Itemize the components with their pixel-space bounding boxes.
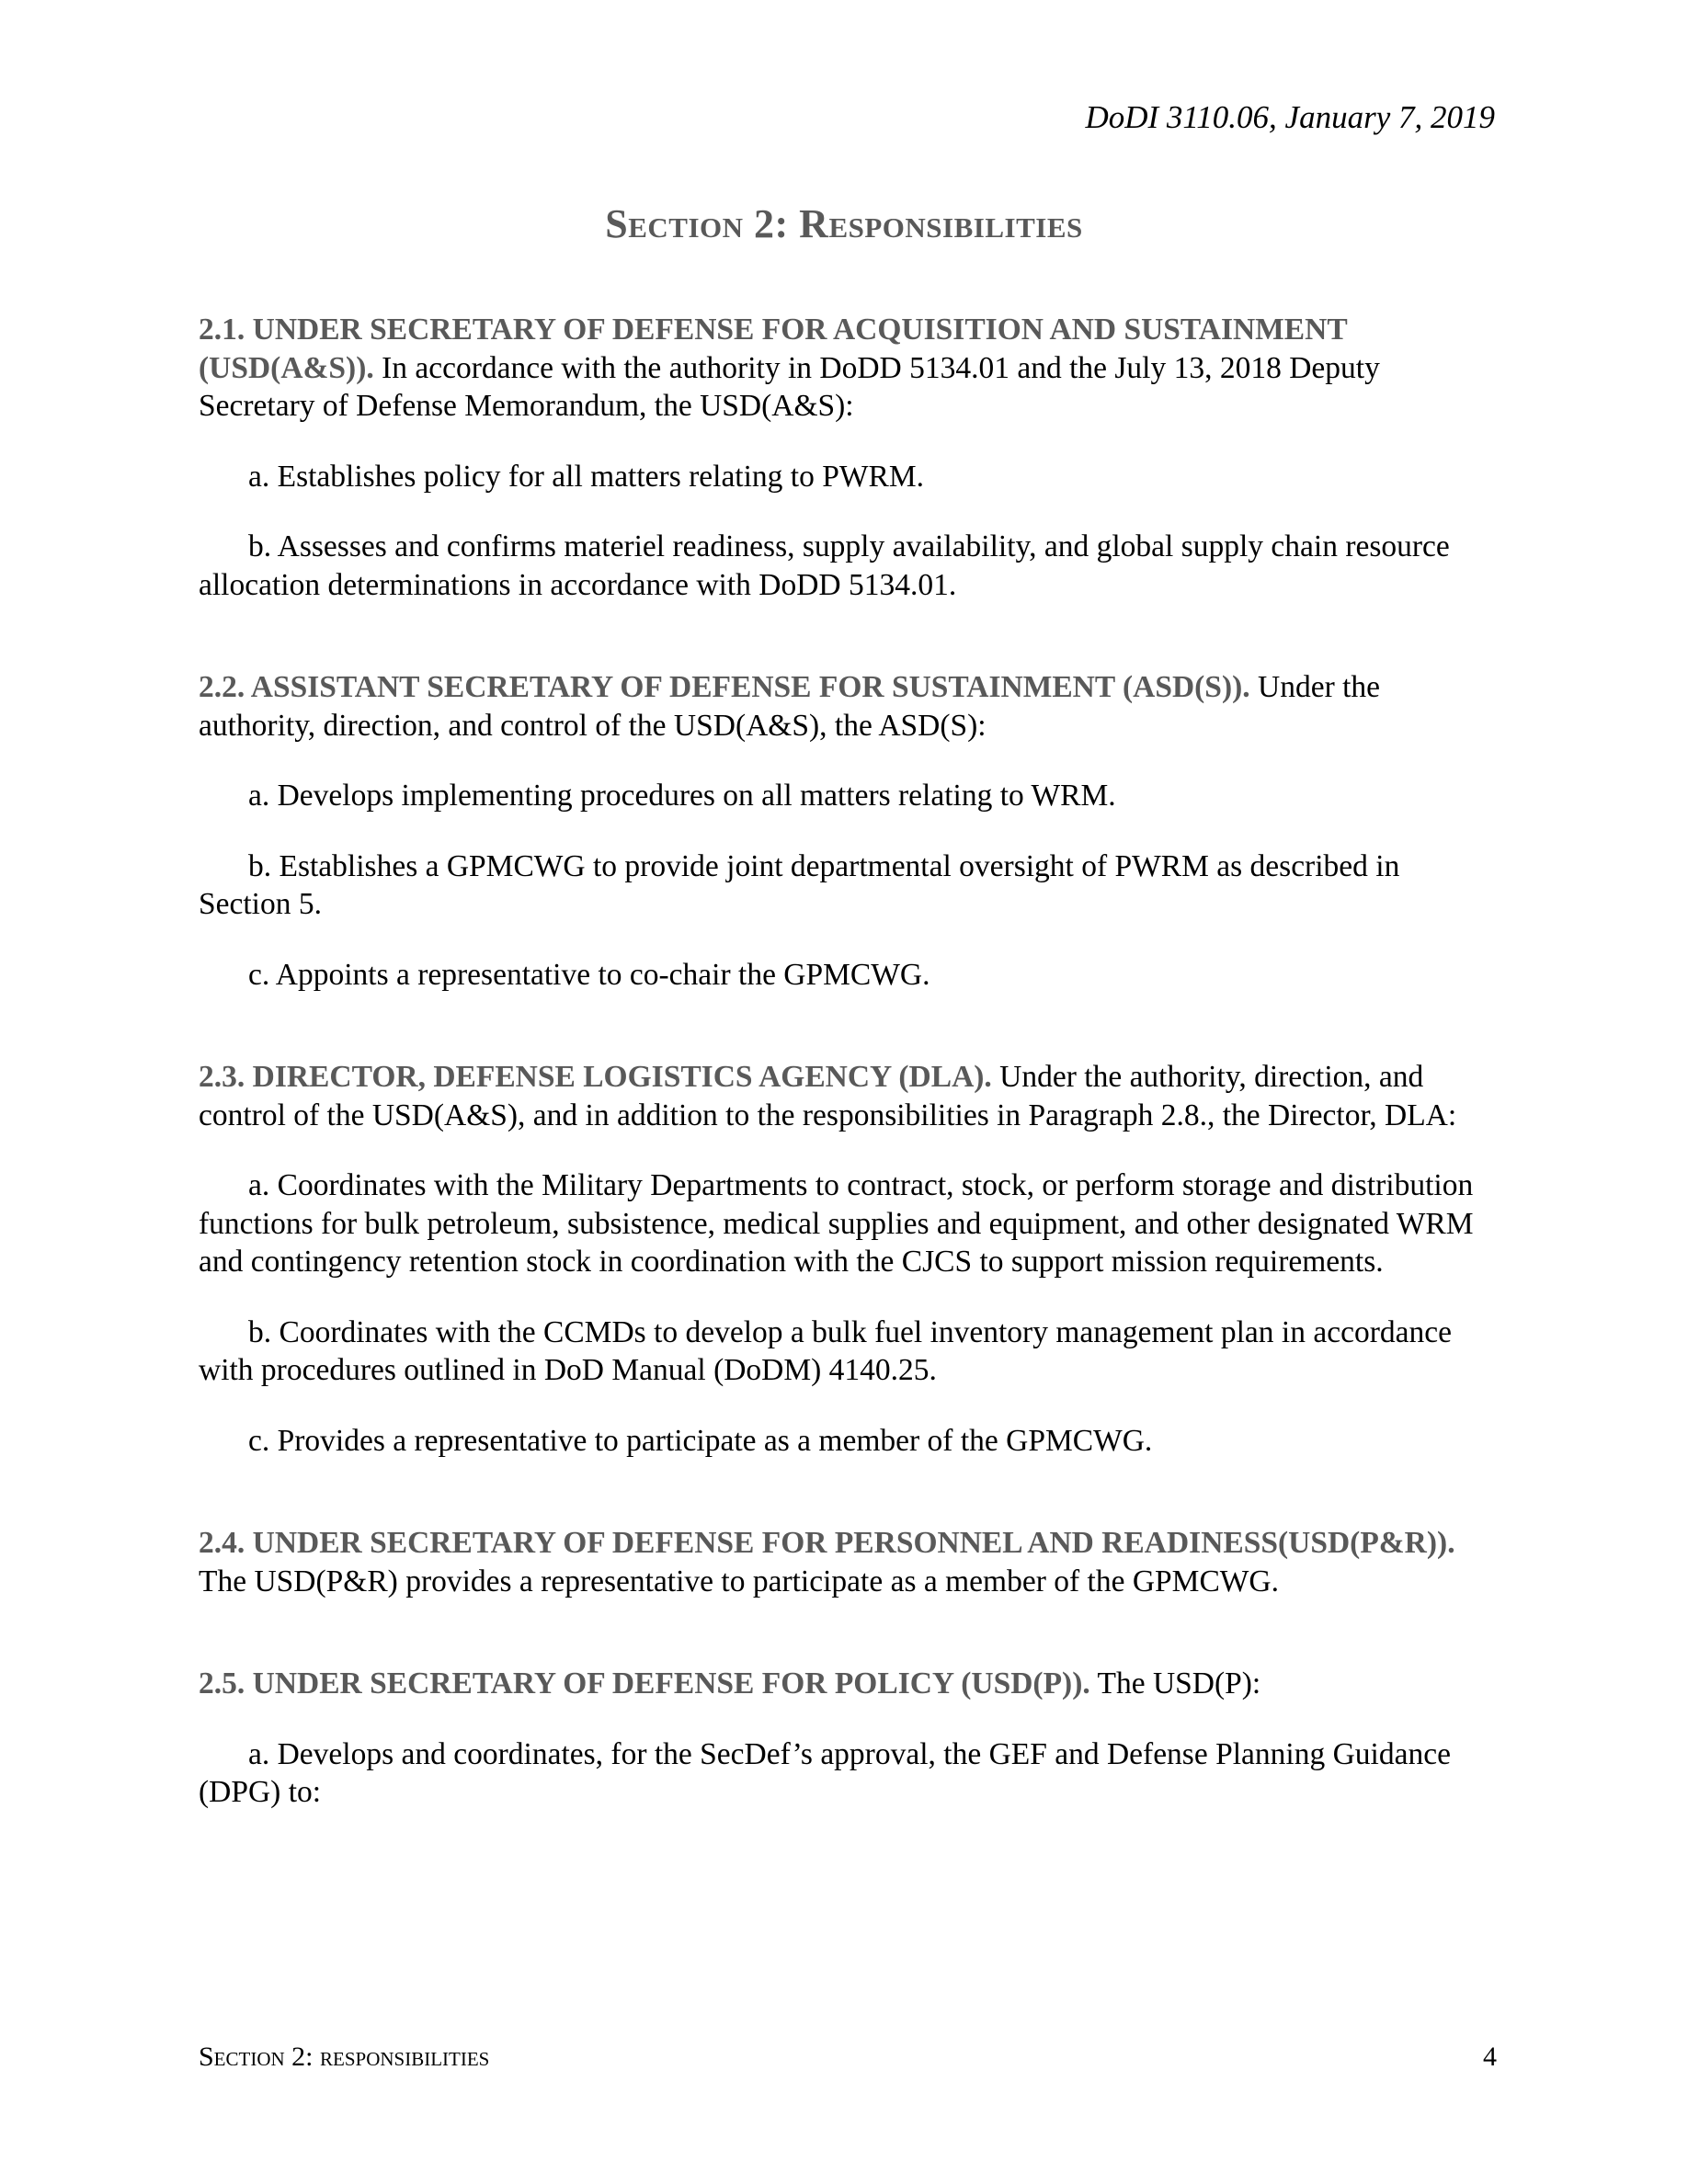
- section-title: Section 2: Responsibilities: [605, 201, 1083, 246]
- list-item: b. Establishes a GPMCWG to provide joint departmental oversight of PWRM as described in Section 5.: [199, 848, 1400, 921]
- section-2-3: [199, 1058, 1497, 1460]
- section-intro: Under the authority, direction, and control of the USD(A&S), the ASD(S):: [199, 670, 1381, 743]
- page-footer: [199, 2039, 1497, 2076]
- section-heading: 2.3. DIRECTOR, DEFENSE LOGISTICS AGENCY (DLA).: [199, 1060, 992, 1094]
- section-2-5: [199, 1665, 1497, 1812]
- section-heading: 2.1. UNDER SECRETARY OF DEFENSE FOR ACQUISITION AND SUSTAINMENT (USD(A&S)).: [199, 313, 1348, 385]
- list-item: a. Coordinates with the Military Departments to contract, stock, or perform storage and distribution functions for bulk petroleum, subsistence, medical supplies and equipment, and other designated WRM and contingency retention stock in coordination with the CJCS to support mission requirements.: [199, 1168, 1474, 1279]
- section-2-2: [199, 668, 1497, 994]
- section-paragraph: [199, 1058, 1497, 1134]
- document-body: [199, 311, 1497, 1876]
- section-paragraph: [199, 668, 1497, 745]
- section-heading: 2.2. ASSISTANT SECRETARY OF DEFENSE FOR SUSTAINMENT (ASD(S)).: [199, 670, 1250, 704]
- page-number: 4: [1483, 2042, 1497, 2072]
- section-2-4: [199, 1524, 1497, 1600]
- list-item: a. Develops and coordinates, for the SecDef’s approval, the GEF and Defense Planning Guidance (DPG) to:: [199, 1736, 1451, 1809]
- list-item: a. Develops implementing procedures on all matters relating to WRM.: [248, 779, 1116, 813]
- section-intro: The USD(P):: [1089, 1666, 1261, 1701]
- list-item: b. Coordinates with the CCMDs to develop a bulk fuel inventory management plan in accordance with procedures outlined in DoD Manual (DoDM) 4140.25.: [199, 1314, 1452, 1387]
- list-item: c. Appoints a representative to co-chair the GPMCWG.: [248, 957, 930, 992]
- running-header: DoDI 3110.06, January 7, 2019: [1085, 99, 1495, 135]
- section-intro: In accordance with the authority in DoDD 5134.01 and the July 13, 2018 Deputy Secretary of Defense Memorandum, the USD(A&S):: [199, 350, 1380, 423]
- list-item: a. Establishes policy for all matters relating to PWRM.: [248, 459, 924, 494]
- footer-section-label: Section 2: responsibilities: [199, 2042, 490, 2072]
- section-paragraph: [199, 311, 1497, 426]
- section-heading: 2.4. UNDER SECRETARY OF DEFENSE FOR PERSONNEL AND READINESS(USD(P&R)).: [199, 1526, 1455, 1560]
- section-intro: Under the authority, direction, and control of the USD(A&S), and in addition to the responsibilities in Paragraph 2.8., the Director, DLA:: [199, 1060, 1457, 1132]
- section-intro: The USD(P&R) provides a representative to participate as a member of the GPMCWG.: [199, 1564, 1279, 1598]
- list-item: c. Provides a representative to participate as a member of the GPMCWG.: [248, 1423, 1153, 1458]
- section-paragraph: [199, 1665, 1497, 1703]
- list-item: b. Assesses and confirms materiel readiness, supply availability, and global supply chain resource allocation determinations in accordance with DoDD 5134.01.: [199, 529, 1450, 602]
- section-2-1: [199, 311, 1497, 604]
- section-heading: 2.5. UNDER SECRETARY OF DEFENSE FOR POLICY (USD(P)).: [199, 1666, 1090, 1701]
- section-paragraph: [199, 1524, 1497, 1600]
